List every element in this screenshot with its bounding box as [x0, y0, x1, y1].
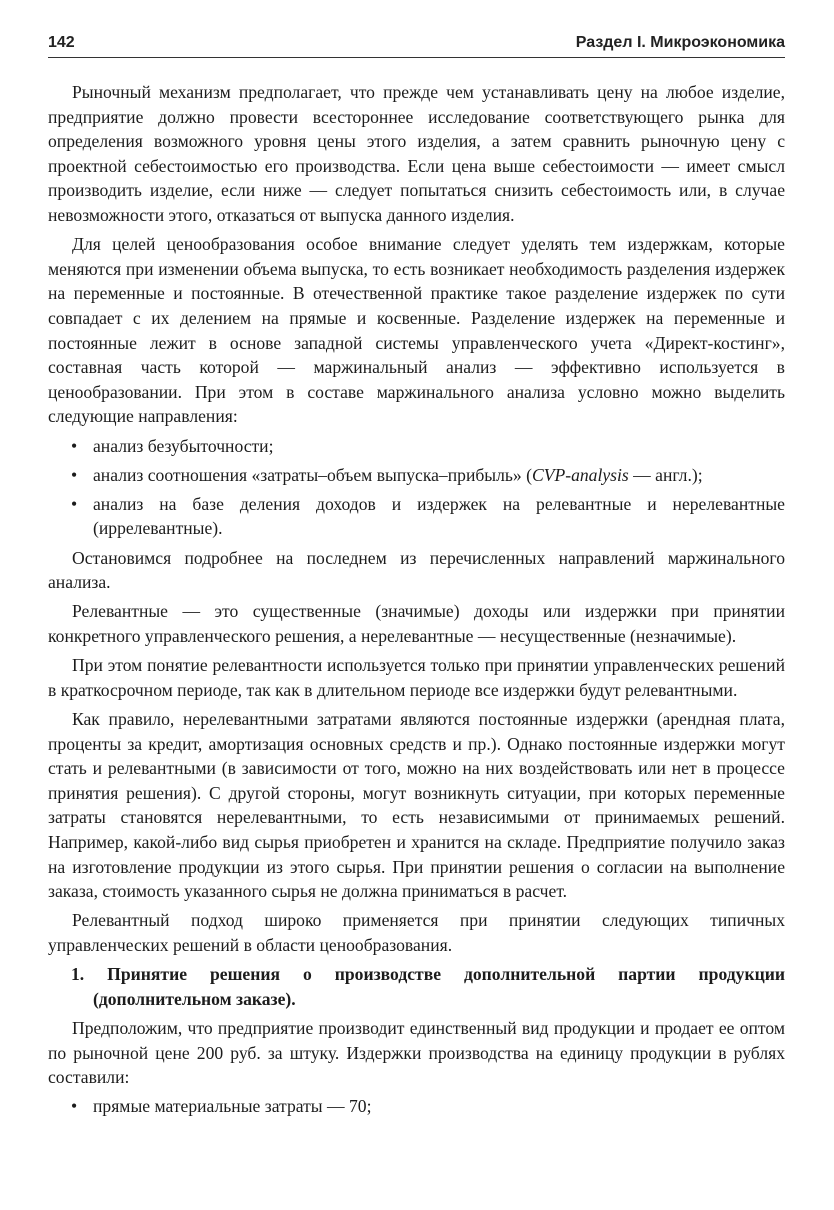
bullet-list — [48, 1094, 785, 1119]
paragraph: Предположим, что предприятие производит единственный вид продукции и продает ее оптом по рыночной цене 200 руб. за штуку. Издержки производства на единицу продукции в рублях составили: — [48, 1017, 785, 1088]
list-item-tail: — англ.); — [628, 464, 703, 485]
heading-text: Принятие решения о производстве дополнительной партии продукции (дополнительном заказе). — [93, 964, 785, 1009]
numbered-heading — [48, 962, 785, 1011]
list-item-italic: CVP-analysis — [531, 464, 629, 485]
section-title: Раздел I. Микроэкономика — [575, 34, 785, 51]
bullet-icon: • — [71, 464, 78, 485]
list-item-text: анализ безубыточности; — [93, 435, 274, 456]
paragraph: Релевантные — это существенные (значимые) доходы или издержки при принятии конкретного управленческого решения, а нерелевантные — несущественные (незначимые). — [48, 601, 785, 647]
list-item — [48, 1094, 785, 1119]
bullet-icon: • — [71, 493, 78, 514]
running-header — [48, 34, 785, 56]
list-item-text: прямые материальные затраты — 70; — [93, 1096, 372, 1117]
paragraph: Рыночный механизм предполагает, что прежде чем устанавливать цену на любое изделие, предприятие должно провести всестороннее исследование соответствующего рынка для определения возможного уровня цены этого изделия, а затем сравнить рыночную цену с проектной себестоимостью его производства. Если цена выше себестоимости — имеет смысл производить изделие, если ниже — следует попытаться снизить себестоимость или, в случае невозможности этого, отказаться от выпуска данного изделия. — [48, 82, 785, 225]
paragraph: Как правило, нерелевантными затратами являются постоянные издержки (арендная плата, проценты за кредит, амортизация основных средств и пр.). Однако постоянные издержки могут стать и релевантными (в зависимости от того, можно на них воздействовать или нет в процессе принятия решения). С другой стороны, могут возникнуть ситуации, при которых переменные затраты становятся нерелевантными, то есть независимыми от принимаемых решений. Например, какой-либо вид сырья приобретен и хранится на складе. Предприятие получило заказ на изготовление продукции из этого сырья. При принятии решения о согласии на выполнение заказа, стоимость указанного сырья не должна приниматься в расчет. — [48, 709, 785, 902]
page-body — [48, 80, 785, 1123]
paragraph: Релевантный подход широко применяется при принятии следующих типичных управленческих решений в области ценообразования. — [48, 910, 785, 955]
list-item — [48, 492, 785, 541]
list-item — [48, 434, 785, 459]
paragraph: Для целей ценообразования особое внимание следует уделять тем издержкам, которые меняются при изменении объема выпуска, то есть возникает необходимость разделения издержек на переменные и постоянные. В отечественной практике такое разделение издержек по сути совпадает с их делением на прямые и косвенные. Разделение издержек на переменные и постоянные лежит в основе западной системы управленческого учета «Директ-костинг», составная часть которой — маржинальный анализ — эффективно используется в ценообразовании. При этом в составе маржинального анализа условно можно выделить следующие направления: — [48, 234, 785, 427]
header-rule — [48, 57, 785, 58]
list-item-text: анализ на базе деления доходов и издержек на релевантные и нерелевантные (иррелевантные). — [93, 493, 785, 539]
list-item-text: анализ соотношения «затраты–объем выпуска–прибыль» ( — [93, 464, 532, 485]
bullet-list — [48, 434, 785, 542]
page-number: 142 — [48, 34, 75, 51]
list-item — [48, 463, 785, 488]
heading-number: 1. — [71, 964, 85, 985]
bullet-icon: • — [71, 1096, 78, 1117]
paragraph: Остановимся подробнее на последнем из перечисленных направлений маржинального анализа. — [48, 547, 785, 593]
bullet-icon: • — [71, 435, 78, 456]
paragraph: При этом понятие релевантности используется только при принятии управленческих решений в краткосрочном периоде, так как в длительном периоде все издержки будут релевантными. — [48, 655, 785, 700]
